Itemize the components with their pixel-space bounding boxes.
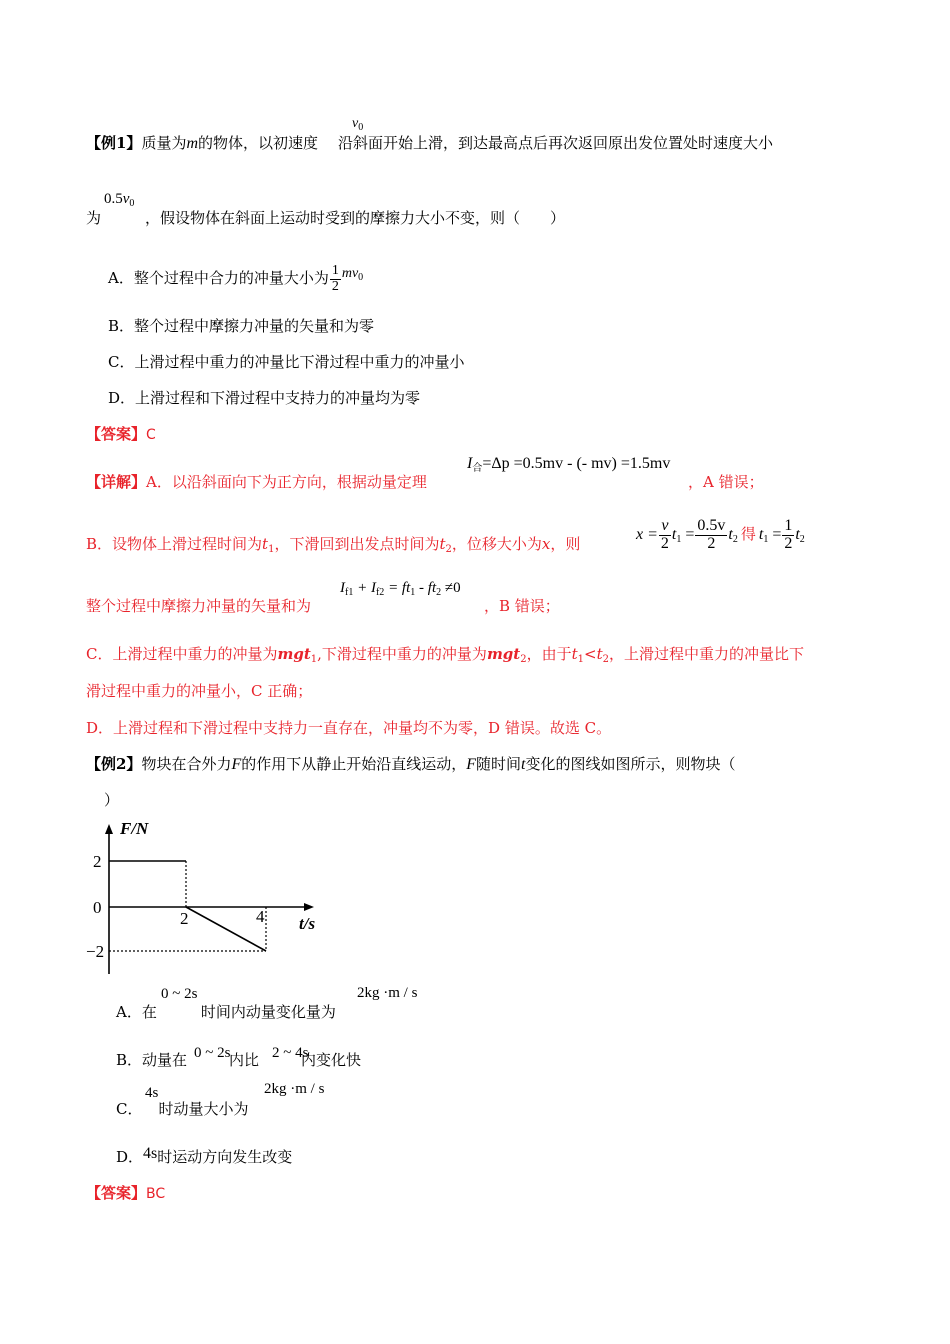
- example2-option-a: A．在 时间内动量变化量为: [116, 1003, 336, 1021]
- example2-option-a-range: 0 ~ 2s: [161, 986, 198, 1002]
- example2-option-b-range2: 2 ~ 4s: [272, 1045, 309, 1061]
- example2-option-d-time: 4s: [143, 1145, 158, 1162]
- detail-a-end: ，A 错误；: [688, 473, 764, 491]
- example1-v05: $0.5v_0$: [104, 191, 135, 209]
- example2-option-c-value: 2kg ·m / s: [264, 1081, 325, 1097]
- detail-b: B．设物体上滑过程时间为$t_1$，下滑回到出发点时间为$t_2$，位移大小为x，则: [86, 535, 581, 555]
- example1-line2-b: ，假设物体在斜面上运动时受到的摩擦力大小不变，则（ ）: [145, 209, 566, 227]
- detail-c-line2: 滑过程中重力的冲量小，C 正确；: [86, 682, 313, 700]
- example1-line2-a: 为: [86, 209, 102, 227]
- example1-option-b: B．整个过程中摩擦力冲量的矢量和为零: [108, 317, 375, 335]
- example1-option-a: A．整个过程中合力的冲量大小为 $\frac{1}{2}$ $mv_0$: [108, 263, 364, 294]
- example1-mass: m: [186, 135, 199, 152]
- detail-b-formula: x = $\frac{v}{2}$ $t_1$ = $\frac{0.5v}{2}$ $t_2$ 得 $t_1$ = $\frac{1}{2}$ $t_2$: [636, 517, 805, 552]
- example2-option-c-time: 4s: [145, 1085, 159, 1101]
- example2-answer: 【答案】BC: [86, 1184, 166, 1202]
- tick-x-2: 2: [180, 909, 189, 928]
- detail-c-line1: C．上滑过程中重力的冲量为mgt$_1$,下滑过程中重力的冲量为mgt$_2$，由于$t_1<t_2$，上滑过程中重力的冲量比下: [86, 645, 805, 665]
- example2-option-b-range1: 0 ~ 2s: [194, 1045, 231, 1061]
- force-time-graph: [80, 818, 340, 978]
- fraction-half: $\frac{1}{2}$: [331, 263, 339, 294]
- example1-text-a: 质量为: [141, 134, 187, 152]
- tick-y-minus2: −2: [86, 942, 105, 961]
- example1-line1: [86, 132, 773, 153]
- example1-text-c: 沿斜面开始上滑，到达最高点后再次返回原出发位置处时速度大小: [338, 134, 774, 152]
- example2-line1: 【例2】物块在合外力F的作用下从静止开始沿直线运动，F随时间t变化的图线如图所示，则物块（: [86, 755, 736, 773]
- detail-b2-formula: $I_{f1} + I_{f2} = ft_1 - ft_2 \ne 0$: [340, 580, 461, 598]
- example1-option-c: C．上滑过程中重力的冲量比下滑过程中重力的冲量小: [108, 353, 465, 371]
- detail-b2-text: 整个过程中摩擦力冲量的矢量和为: [86, 597, 312, 615]
- example2-option-b: B．动量在 内比 内变化快: [116, 1051, 362, 1069]
- force-segment-2: [186, 907, 266, 951]
- x-axis-arrow: [304, 903, 314, 911]
- example1-line2: [86, 207, 565, 228]
- y-axis-arrow: [105, 824, 113, 834]
- y-axis-label: F/N: [120, 819, 149, 838]
- example1-text-b: 的物体，以初速度: [198, 134, 319, 152]
- example1-label: 【例1】: [86, 134, 142, 152]
- detail-b2-end: ，B 错误；: [484, 597, 560, 615]
- detail-a-formula: $I_合=\Delta p =0.5mv$ - (- mv) =1.5mv: [467, 455, 671, 474]
- detail-d: D．上滑过程和下滑过程中支持力一直存在，冲量均不为零，D 错误。故选 C。: [86, 719, 612, 737]
- detail-a: 【详解】A．以沿斜面向下为正方向，根据动量定理: [86, 473, 427, 491]
- example1-v0: $v_0$: [352, 116, 364, 133]
- example2-option-a-value: 2kg ·m / s: [357, 985, 418, 1001]
- example1-option-d: D．上滑过程和下滑过程中支持力的冲量均为零: [108, 389, 421, 407]
- example1-answer: 【答案】C: [86, 425, 156, 443]
- tick-y-0: 0: [93, 898, 102, 917]
- detail-label: 【详解】: [86, 473, 147, 491]
- x-axis-label: t/s: [299, 914, 316, 933]
- example2-label: 【例2】: [86, 755, 142, 773]
- example2-option-c: C． 时动量大小为: [116, 1100, 249, 1118]
- tick-y-2: 2: [93, 852, 102, 871]
- tick-x-4: 4: [256, 907, 265, 926]
- example2-line2: ）: [104, 791, 120, 809]
- example2-option-d: D．4s时运动方向发生改变: [116, 1145, 293, 1166]
